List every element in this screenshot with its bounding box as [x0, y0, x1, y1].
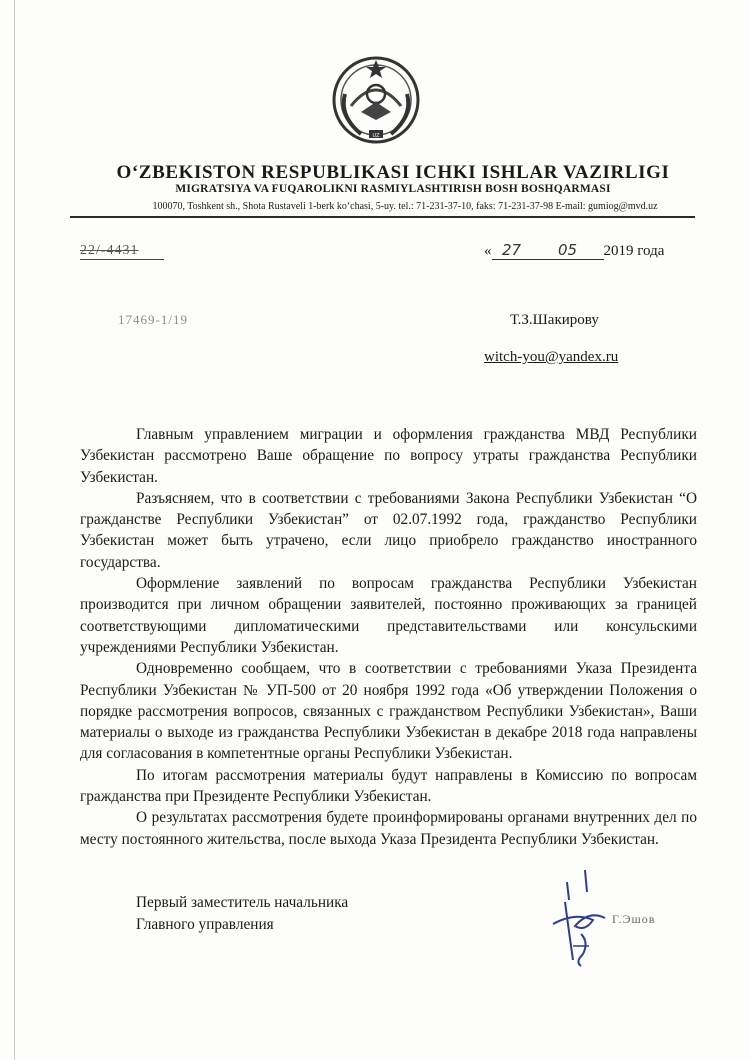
outgoing-number: 22/-4431 [80, 243, 139, 258]
outgoing-number-underline [80, 259, 164, 260]
ministry-title: O‘ZBEKISTON RESPUBLIKASI ICHKI ISHLAR VAZIRLIGI [116, 162, 670, 183]
date-day: 27 [492, 241, 532, 260]
signatory-block [136, 892, 348, 936]
department-title: MIGRATSIYA VA FUQAROLIKNI RASMIYLASHTIRISH BOSH BOSHQARMASI [175, 183, 611, 195]
body-paragraph: По итогам рассмотрения материалы будут направлены в Комиссию по вопросам гражданства при Президенте Республики Узбекистан. [80, 766, 697, 806]
body-paragraph: О результатах рассмотрения будете проинформированы органами внутренних дел по месту постоянного жительства, после выхода Указа Президента Республики Узбекистан. [80, 809, 697, 848]
letter-date [484, 241, 664, 260]
scan-edge [14, 0, 15, 1060]
body-paragraph: Оформление заявлений по вопросам гражданства Республики Узбекистан производится при личном обращении заявителей, постоянно проживающих за границей соответствующими дипломатическими представительствами или консульскими учреждениями Республики Узбекистан. [80, 575, 697, 656]
body-paragraph: Главным управлением миграции и оформления гражданства МВД Республики Узбекистан рассмотрено Ваше обращение по вопросу утраты гражданства Республики Узбекистан. [80, 426, 697, 486]
date-year: 2019 года [603, 243, 665, 259]
signatory-position-line1: Первый заместитель начальника [136, 894, 349, 911]
svg-text:UZ: UZ [372, 133, 380, 139]
date-open-quote: « [484, 243, 492, 259]
body-paragraph: Разъясняем, что в соответствии с требованиями Закона Республики Узбекистан “О гражданстве Республики Узбекистан” от 02.07.1992 года, гражданство Республики Узбекистан может быть утрачено, если лицо приобрело гражданство иностранного государства. [80, 489, 697, 571]
header-divider [70, 216, 695, 218]
signatory-name: Г.Эшов [612, 912, 656, 926]
registration-number: 17469-1/19 [118, 312, 188, 327]
signatory-position-line2: Главного управления [136, 916, 274, 933]
recipient-email: witch-you@yandex.ru [484, 349, 619, 365]
date-month: 05 [532, 241, 604, 260]
body-paragraph: Одновременно сообщаем, что в соответствии с требованиями Указа Президента Республики Узбекистан № УП-500 от 20 ноября 1992 года «Об утверждении Положения о порядке рассмотрения вопросов, связанных с гражданством Республики Узбекистан», Ваши материалы о выходе из гражданства Республики Узбекистан в декабре 2018 года направлены для согласования в компетентные органы Республики Узбекистан. [80, 660, 697, 763]
letter-body [80, 424, 697, 850]
state-emblem-icon [331, 54, 421, 146]
header-address: 100070, Toshkent sh., Shota Rustaveli 1-berk ko‘chasi, 5-uy. tel.: 71-231-37-10, faks: 71-231-37-98 E-mail: gumiog@mvd.uz [152, 201, 658, 212]
recipient-name: Т.З.Шакирову [510, 312, 599, 328]
